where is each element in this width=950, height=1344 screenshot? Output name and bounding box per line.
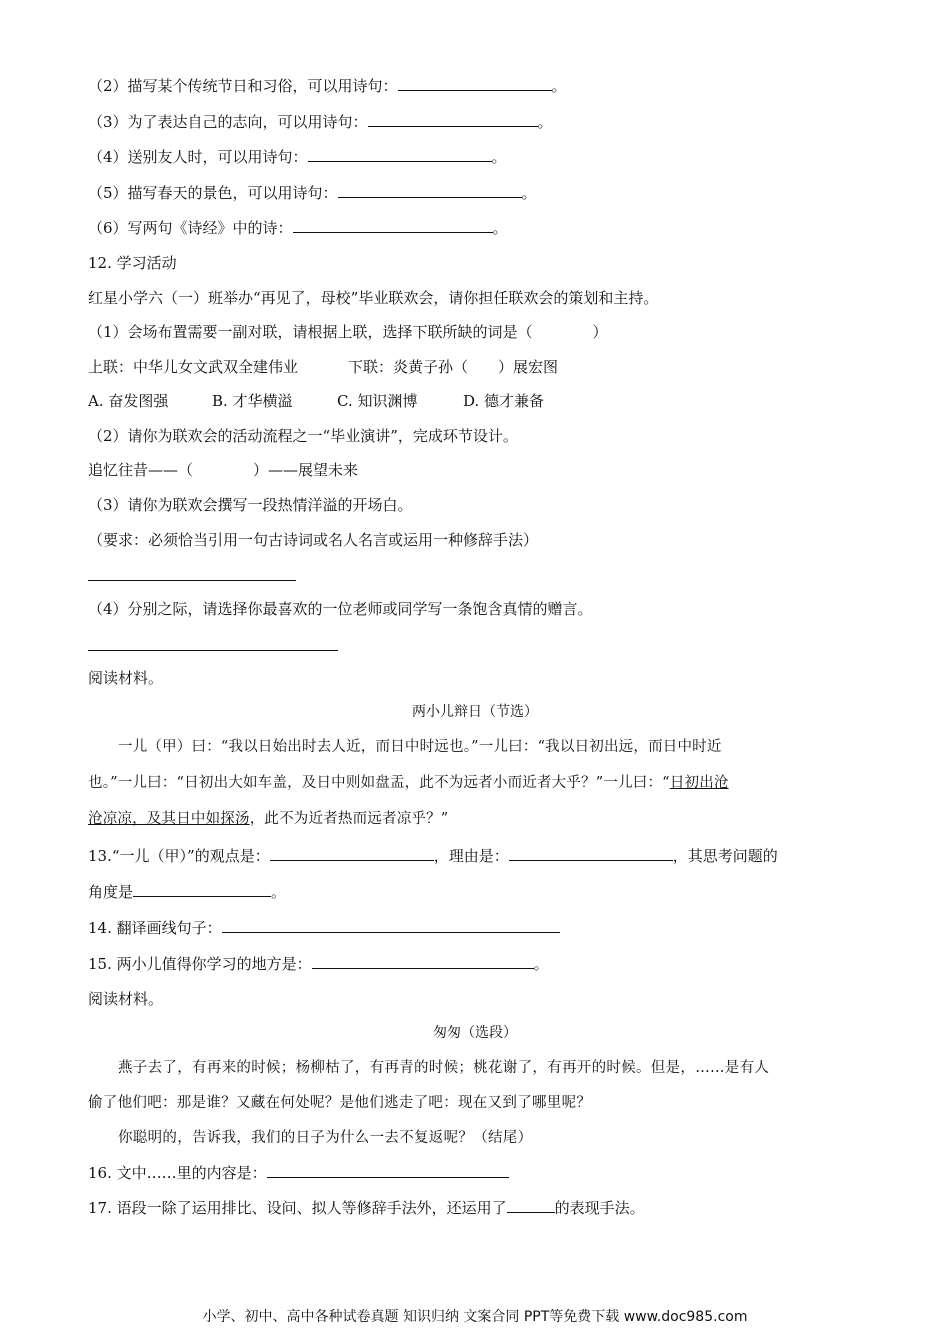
q14: 14. 翻译画线句子： — [88, 918, 560, 938]
answer-line[interactable] — [88, 650, 338, 651]
q11-item-5: （5）描写春天的景色，可以用诗句： 。 — [88, 184, 537, 202]
option-d[interactable]: D. 德才兼备 — [463, 392, 545, 410]
answer-blank[interactable] — [293, 218, 493, 233]
option-b[interactable]: B. 才华横溢 — [212, 392, 293, 410]
q12-flow: 追忆往昔——（ ）——展望未来 — [88, 461, 359, 479]
q13-line-2: 角度是 。 — [88, 883, 287, 901]
q15: 15. 两小儿值得你学习的地方是： 。 — [88, 955, 549, 973]
answer-blank[interactable] — [312, 954, 534, 969]
answer-blank[interactable] — [507, 1198, 555, 1213]
q11-item-5-text: （5）描写春天的景色，可以用诗句： — [88, 184, 338, 202]
couplet-upper: 上联：中华儿女文武双全建伟业 — [88, 358, 299, 376]
option-a[interactable]: A. 奋发图强 — [88, 392, 169, 410]
q12-part-4: （4）分别之际，请选择你最喜欢的一位老师或同学写一条饱含真情的赠言。 — [88, 600, 593, 618]
q12-part-3: （3）请你为联欢会撰写一段热情洋溢的开场白。 — [88, 496, 413, 514]
option-c[interactable]: C. 知识渊博 — [337, 392, 418, 410]
passage-line: 也。”一儿曰：“日初出大如车盖，及日中则如盘盂，此不为远者小而近者大乎？”一儿曰：“日初出沧 — [88, 775, 729, 791]
reading-label: 阅读材料。 — [88, 669, 164, 687]
answer-blank[interactable] — [338, 183, 522, 198]
answer-blank[interactable] — [267, 1163, 509, 1178]
answer-blank[interactable] — [270, 846, 434, 861]
q12-part-3-requirement: （要求：必须恰当引用一句古诗词或名人名言或运用一种修辞手法） — [88, 531, 539, 549]
q11-item-3-text: （3）为了表达自己的志向，可以用诗句： — [88, 113, 368, 131]
answer-blank[interactable] — [308, 147, 492, 162]
passage-line: 一儿（甲）曰：“我以日始出时去人近，而日中时远也。”一儿曰：“我以日初出远，而日中时近 — [118, 739, 722, 755]
passage-line: 偷了他们吧：那是谁？又藏在何处呢？是他们逃走了吧：现在又到了哪里呢？ — [88, 1095, 592, 1111]
answer-blank[interactable] — [133, 882, 271, 897]
underlined-sentence: 日初出沧 — [669, 775, 729, 791]
answer-blank[interactable] — [368, 112, 538, 127]
underlined-sentence: 沧凉凉，及其日中如探汤 — [88, 811, 250, 827]
q17: 17. 语段一除了运用排比、设问、拟人等修辞手法外，还运用了 的表现手法。 — [88, 1199, 645, 1217]
answer-blank[interactable] — [398, 76, 552, 91]
passage-title: 两小儿辩日（节选） — [412, 704, 538, 720]
couplet-lower: 下联：炎黄子孙（ ）展宏图 — [348, 358, 559, 376]
q11-item-2-text: （2）描写某个传统节日和习俗，可以用诗句： — [88, 77, 398, 95]
answer-blank[interactable] — [222, 918, 560, 933]
q11-item-4-text: （4）送别友人时，可以用诗句： — [88, 148, 308, 166]
q11-item-4: （4）送别友人时，可以用诗句： 。 — [88, 148, 507, 166]
q12-intro: 红星小学六（一）班举办“再见了，母校”毕业联欢会，请你担任联欢会的策划和主持。 — [88, 289, 659, 307]
passage-title: 匆匆（选段） — [433, 1025, 517, 1041]
passage-line: 你聪明的，告诉我，我们的日子为什么一去不复返呢？（结尾） — [118, 1130, 533, 1146]
q13-line-1: 13.“一儿（甲）”的观点是： ，理由是： ，其思考问题的 — [88, 847, 778, 865]
q11-item-6: （6）写两句《诗经》中的诗： 。 — [88, 219, 508, 237]
reading-label: 阅读材料。 — [88, 990, 164, 1008]
page-footer: 小学、初中、高中各种试卷真题 知识归纳 文案合同 PPT等免费下载 www.doc985.com — [202, 1309, 748, 1325]
passage-line: 燕子去了，有再来的时候；杨柳枯了，有再青的时候；桃花谢了，有再开的时候。但是，……是有人 — [118, 1060, 770, 1076]
q11-item-2: （2）描写某个传统节日和习俗，可以用诗句： 。 — [88, 77, 567, 95]
passage-line: 沧凉凉，及其日中如探汤，此不为近者热而远者凉乎？” — [88, 811, 449, 827]
q12-part-1: （1）会场布置需要一副对联，请根据上联，选择下联所缺的词是（ ） — [88, 323, 608, 341]
q11-item-6-text: （6）写两句《诗经》中的诗： — [88, 219, 293, 237]
answer-line[interactable] — [88, 580, 296, 581]
q12-part-2: （2）请你为联欢会的活动流程之一“毕业演讲”，完成环节设计。 — [88, 427, 518, 445]
q16: 16. 文中……里的内容是： — [88, 1163, 509, 1183]
q11-item-3: （3）为了表达自己的志向，可以用诗句： 。 — [88, 113, 553, 131]
answer-blank[interactable] — [509, 846, 673, 861]
q12-title: 12. 学习活动 — [88, 254, 177, 272]
